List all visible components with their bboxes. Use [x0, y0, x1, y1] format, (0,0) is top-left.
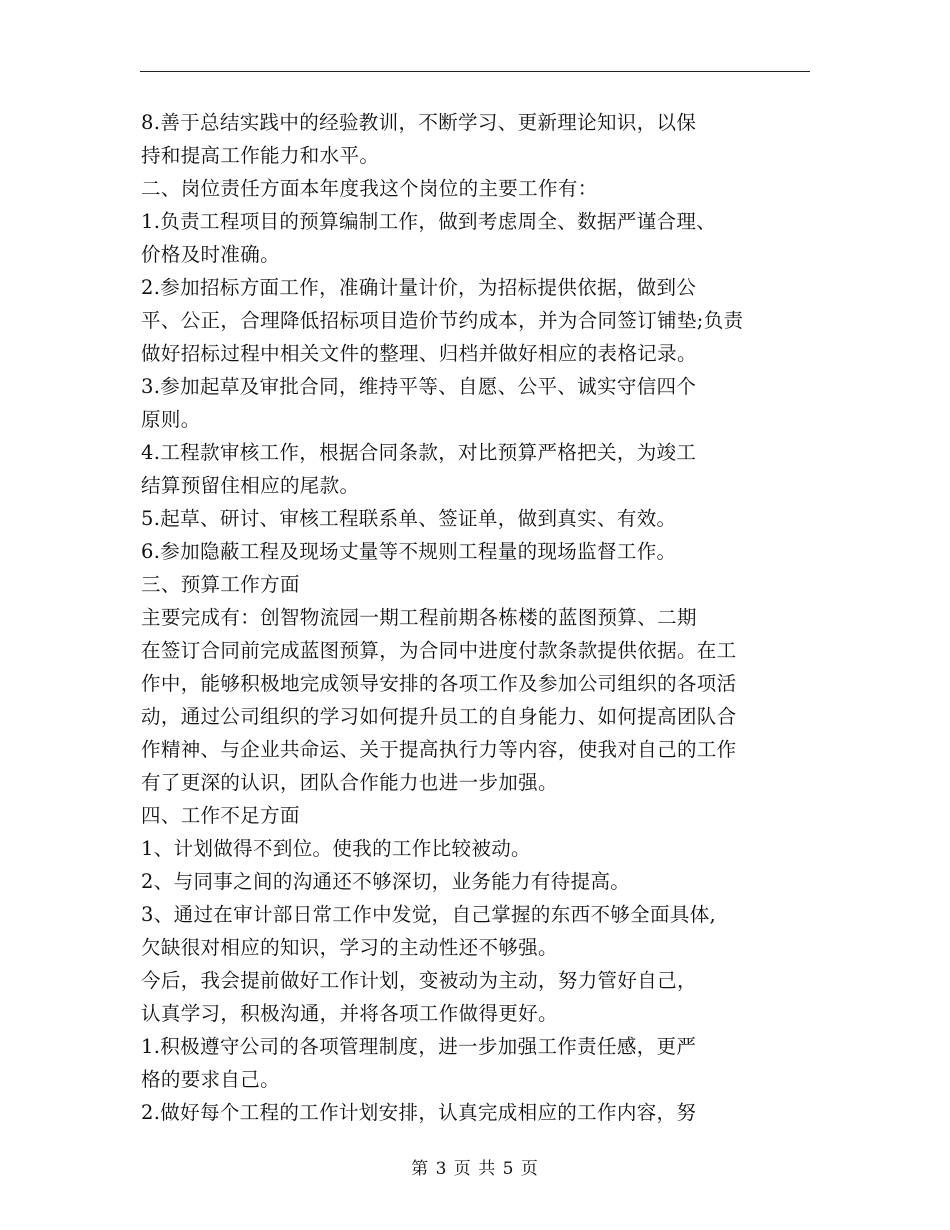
- duty-item-1: 1.负责工程项目的预算编制工作，做到考虑周全、数据严谨合理、 价格及时准确。: [141, 210, 717, 266]
- section-heading-shortcomings: 四、工作不足方面: [141, 804, 300, 827]
- section-heading-budget-work: 三、预算工作方面: [141, 573, 300, 596]
- future-plan-paragraph: 今后，我会提前做好工作计划，变被动为主动，努力管好自己， 认真学习，积极沟通，并将各项工作做得更好。: [141, 969, 697, 1025]
- duty-item-5: 5.起草、研讨、审核工程联系单、签证单，做到真实、有效。: [141, 507, 677, 530]
- header-divider: [140, 71, 810, 72]
- paragraph-item-8-summary: 8.善于总结实践中的经验教训，不断学习、更新理论知识，以保 持和提高工作能力和水平。: [141, 111, 697, 167]
- shortcoming-item-2: 2、与同事之间的沟通还不够深切，业务能力有待提高。: [141, 870, 631, 893]
- shortcoming-item-1: 1、计划做得不到位。使我的工作比较被动。: [141, 837, 531, 860]
- budget-work-paragraph: 主要完成有：创智物流园一期工程前期各栋楼的蓝图预算、二期 在签订合同前完成蓝图预算，为合同中进度付款条款提供依据。在工 作中，能够积极地完成领导安排的各项工作及参加公司组织的各项活 动，通过公司组织的学习如何提升员工的自身能力、如何提高团队合 作精神、与企业共命运、关于提高执行力等内容，使我对自己的工作 有了更深的认识，团队合作能力也进一步加强。: [141, 606, 737, 794]
- duty-item-4: 4.工程款审核工作，根据合同条款，对比预算严格把关，为竣工 结算预留住相应的尾款。: [141, 441, 697, 497]
- page-number-footer: 第 3 页 共 5 页: [411, 1159, 539, 1179]
- document-body: [141, 106, 813, 1129]
- section-heading-job-duties: 二、岗位责任方面本年度我这个岗位的主要工作有：: [141, 177, 598, 200]
- plan-item-1: 1.积极遵守公司的各项管理制度，进一步加强工作责任感，更严 格的要求自己。: [141, 1035, 697, 1091]
- plan-item-2: 2.做好每个工程的工作计划安排，认真完成相应的工作内容，努: [141, 1101, 697, 1124]
- shortcoming-item-3: 3、通过在审计部日常工作中发觉，自己掌握的东西不够全面具体, 欠缺很对相应的知识，学习的主动性还不够强。: [141, 903, 717, 959]
- duty-item-3: 3.参加起草及审批合同，维持平等、自愿、公平、诚实守信四个 原则。: [141, 375, 697, 431]
- duty-item-6: 6.参加隐蔽工程及现场丈量等不规则工程量的现场监督工作。: [141, 540, 677, 563]
- duty-item-2: 2.参加招标方面工作，准确计量计价，为招标提供依据，做到公 平、公正，合理降低招标项目造价节约成本，并为合同签订铺垫;负责 做好招标过程中相关文件的整理、归档并做好相应的表格记录。: [141, 276, 744, 365]
